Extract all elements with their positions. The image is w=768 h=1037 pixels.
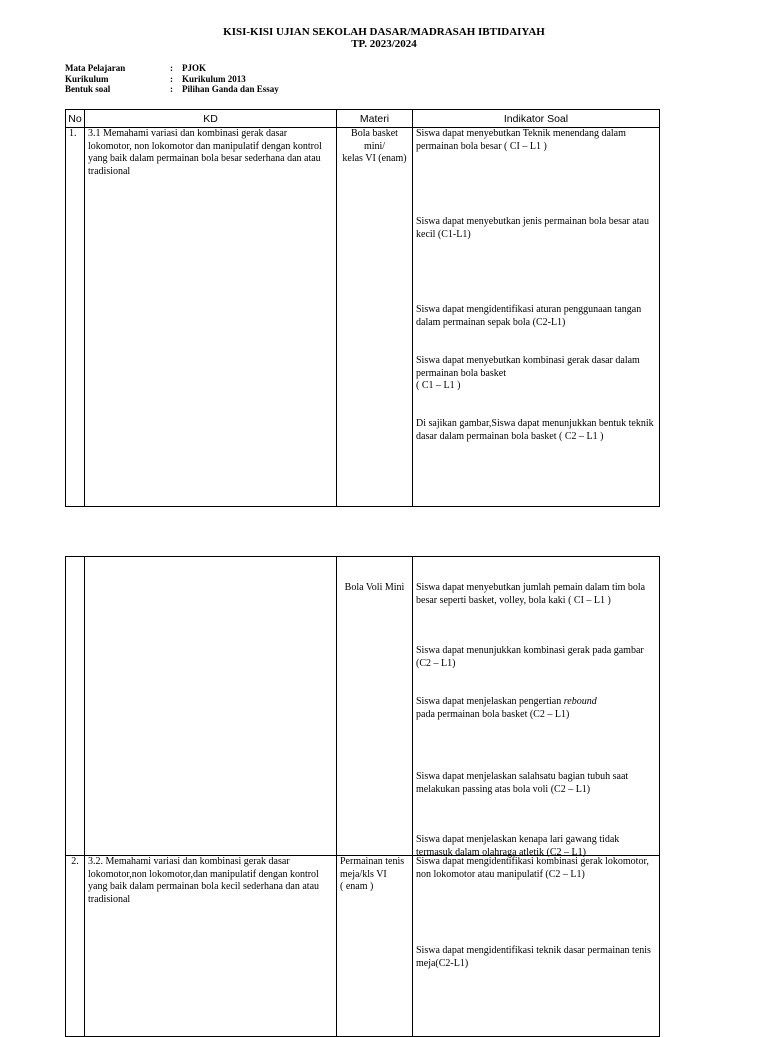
- indicator-item: Siswa dapat menyebutkan jumlah pemain dalam tim bola besar seperti basket, volley, bola kaki ( CI – L1 ): [416, 582, 646, 606]
- meta-row-subject: [65, 63, 279, 74]
- indicator-emphasis: rebound: [563, 696, 597, 707]
- table-row: [66, 856, 660, 1037]
- indicator-item: Siswa dapat menjelaskan salahsatu bagian tubuh saat melakukan passing atas bola voli (C2 – L1): [416, 771, 629, 795]
- cell-materi: Permainan tenis meja/kls VI ( enam ): [337, 856, 413, 1037]
- table-row: [66, 128, 660, 507]
- indicator-item: Siswa dapat menyebutkan jenis permainan bola besar atau kecil (C1-L1): [416, 216, 649, 240]
- meta-label: Mata Pelajaran: [65, 63, 126, 73]
- indicator-item: Siswa dapat menunjukkan kombinasi gerak pada gambar (C2 – L1): [416, 645, 644, 669]
- cell-materi: Bola basket mini/ kelas VI (enam): [337, 128, 413, 507]
- indicator-item: Siswa dapat mengidentifikasi aturan penggunaan tangan dalam permainan sepak bola (C2-L1): [416, 304, 642, 328]
- indicator-item: Siswa dapat menyebutkan Teknik menendang dalam permainan bola besar ( CI – L1 ): [416, 128, 626, 152]
- document-title: [0, 26, 768, 50]
- meta-colon: :: [170, 84, 173, 94]
- grid-table-part-2: [65, 556, 660, 1037]
- meta-block: [65, 63, 279, 95]
- cell-indikator: [413, 557, 660, 856]
- cell-materi: [337, 557, 413, 856]
- meta-row-curriculum: [65, 74, 279, 85]
- cell-kd: 3.2. Memahami variasi dan kombinasi gerak dasar lokomotor,non lokomotor,dan manipulatif dengan kontrol yang baik dalam permainan bola kecil sederhana dan atau tradisional: [85, 856, 337, 1037]
- cell-no: [66, 557, 85, 856]
- indicator-item: Siswa dapat mengidentifikasi teknik dasar permainan tenis meja(C2-L1): [416, 945, 651, 969]
- title-line-1: KISI-KISI UJIAN SEKOLAH DASAR/MADRASAH IBTIDAIYAH: [223, 26, 545, 38]
- meta-label: Kurikulum: [65, 73, 109, 84]
- meta-value: Kurikulum 2013: [182, 73, 246, 84]
- grid-table-part-1: [65, 109, 660, 507]
- indicator-item: Siswa dapat menyebutkan kombinasi gerak dasar dalam permainan bola basket ( C1 – L1 ): [416, 355, 640, 392]
- cell-no: 1.: [66, 128, 85, 507]
- indicator-text: Siswa dapat menjelaskan pengertian: [416, 696, 564, 707]
- meta-colon: :: [170, 63, 173, 73]
- header-kd: KD: [85, 110, 337, 128]
- meta-colon: :: [170, 73, 173, 84]
- table-header-row: [66, 110, 660, 128]
- indicator-item: Siswa dapat menjelaskan kenapa lari gawang tidak termasuk dalam olahraga atletik (C2 – L1): [416, 834, 620, 858]
- cell-indikator: [413, 856, 660, 1037]
- cell-kd: [85, 557, 337, 856]
- meta-row-question-form: [65, 84, 279, 95]
- cell-no: 2.: [66, 856, 85, 1037]
- meta-label: Bentuk soal: [65, 84, 111, 94]
- indicator-item: Di sajikan gambar,Siswa dapat menunjukkan bentuk teknik dasar dalam permainan bola basket ( C2 – L1 ): [416, 418, 654, 442]
- cell-kd: 3.1 Memahami variasi dan kombinasi gerak dasar lokomotor, non lokomotor dan manipulatif dengan kontrol yang baik dalam permainan bola besar sederhana dan atau tradisional: [85, 128, 337, 507]
- title-line-2: TP. 2023/2024: [351, 38, 417, 50]
- cell-indikator: [413, 128, 660, 507]
- cell-materi-text: Bola Voli Mini: [344, 582, 405, 593]
- header-materi: Materi: [337, 110, 413, 128]
- indicator-item: [416, 696, 656, 721]
- header-indikator: Indikator Soal: [413, 110, 660, 128]
- indicator-item: Siswa dapat mengidentifikasi kombinasi gerak lokomotor, non lokomotor atau manipulatif (C2 – L1): [416, 856, 649, 880]
- header-no: No: [66, 110, 85, 128]
- indicator-text: pada permainan bola basket (C2 – L1): [416, 708, 570, 720]
- meta-value: Pilihan Ganda dan Essay: [182, 84, 279, 94]
- table-row: [66, 557, 660, 856]
- meta-value: PJOK: [182, 63, 206, 73]
